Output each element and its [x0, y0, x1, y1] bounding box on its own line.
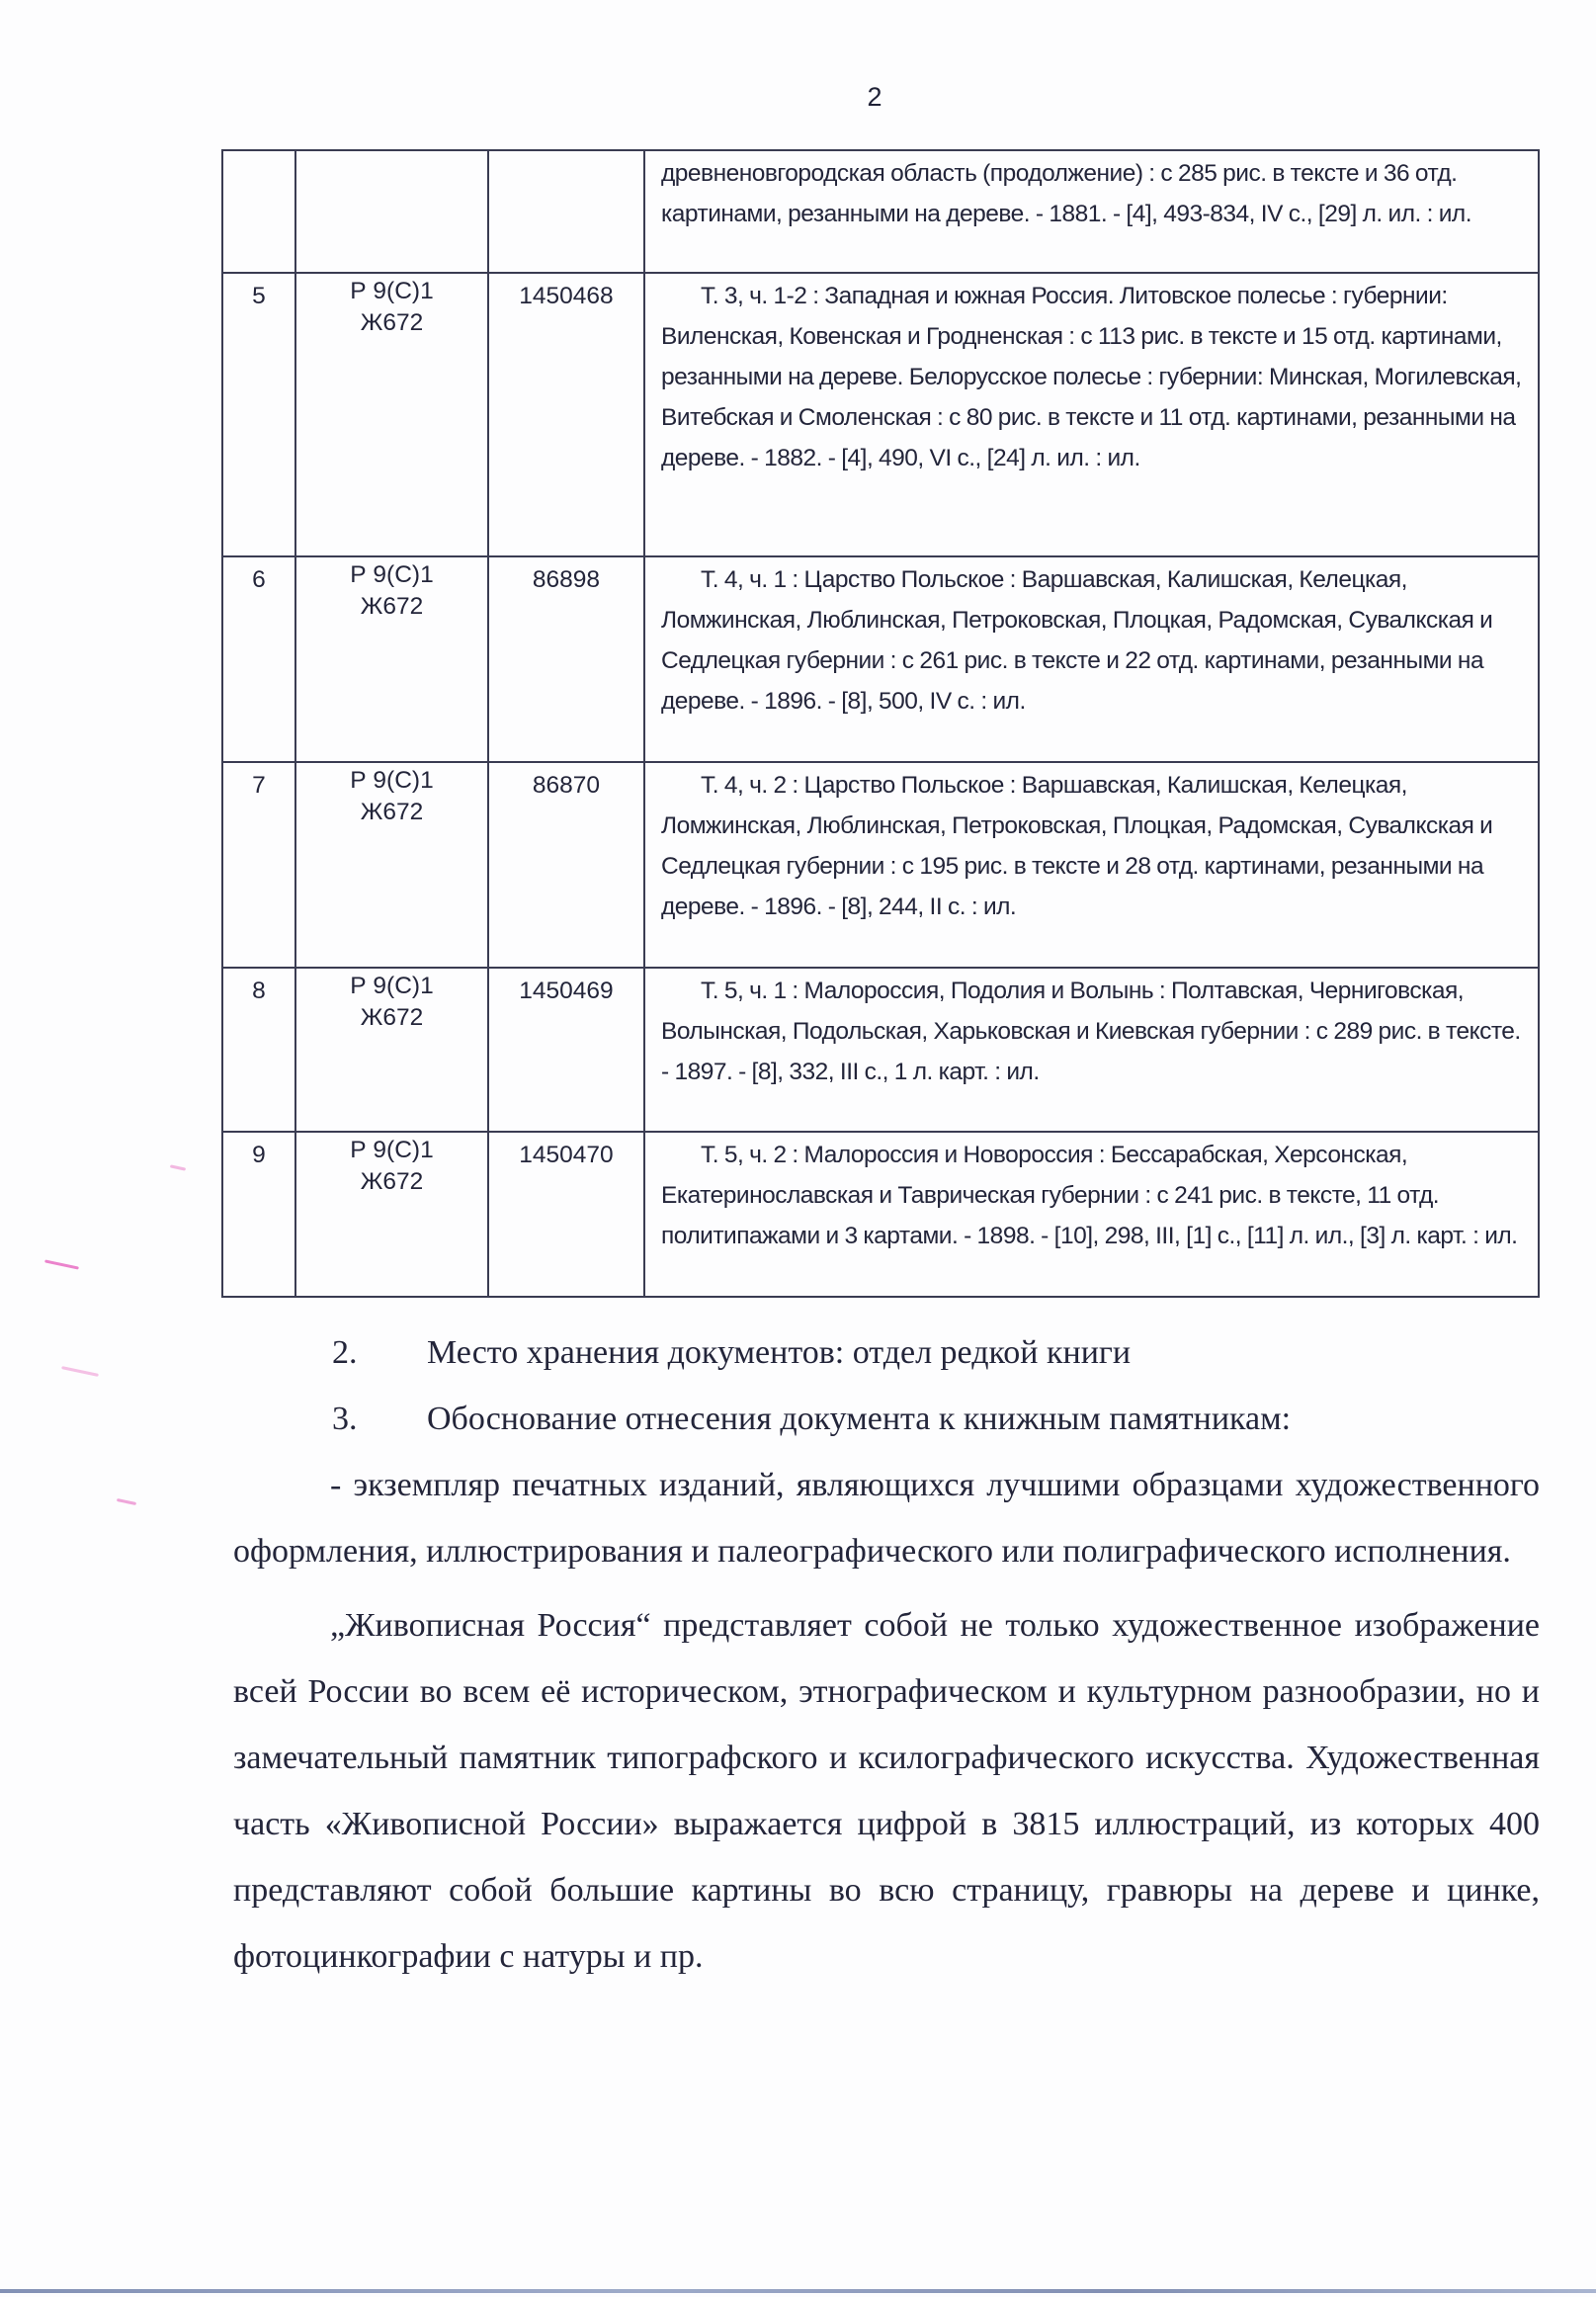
shelf-code-line1: Р 9(С)1 — [350, 1137, 434, 1163]
inventory-number-cell: 1450468 — [488, 273, 644, 556]
shelf-code-line2: Ж672 — [360, 799, 424, 825]
section-storage-location — [332, 1319, 1540, 1386]
catalog-table — [221, 149, 1540, 1298]
row-number-cell — [222, 150, 295, 273]
scan-speck-decoration — [117, 1498, 136, 1505]
table-row — [222, 556, 1539, 762]
scan-speck-decoration — [170, 1164, 186, 1170]
description-cell: Т. 3, ч. 1-2 : Западная и южная Россия. Литовское полесье : губернии: Виленская, Ковенская и Гродненская : с 113 рис. в тексте и 15 отд. картинами, резанными на дереве. Белорусское полесье : губернии: Минская, Могилевская, Витебская и Смоленская : с 80 рис. в тексте и 11 отд. картинами, резанными на дереве. - 1882. - [4], 490, VI с., [24] л. ил. : ил. — [644, 273, 1539, 556]
shelf-code-line1: Р 9(С)1 — [350, 561, 434, 588]
table-row — [222, 150, 1539, 273]
scan-edge-line — [0, 2289, 1596, 2293]
shelf-code-line2: Ж672 — [360, 1004, 424, 1031]
description-cell: Т. 4, ч. 1 : Царство Польское : Варшавская, Калишская, Келецкая, Ломжинская, Люблинская, Петроковская, Плоцкая, Радомская, Сувалкская и Седлецкая губернии : с 261 рис. в тексте и 22 отд. картинами, резанными на дереве. - 1896. - [8], 500, IV с. : ил. — [644, 556, 1539, 762]
table-row — [222, 1132, 1539, 1297]
shelf-code-line1: Р 9(С)1 — [350, 767, 434, 794]
inventory-number-cell: 86870 — [488, 762, 644, 968]
row-number-cell: 9 — [222, 1132, 295, 1297]
section-justification — [332, 1386, 1540, 1452]
shelf-code-cell — [295, 273, 488, 556]
shelf-code-cell — [295, 762, 488, 968]
shelf-code-line1: Р 9(С)1 — [350, 278, 434, 304]
description-cell: Т. 4, ч. 2 : Царство Польское : Варшавская, Калишская, Келецкая, Ломжинская, Люблинская, Петроковская, Плоцкая, Радомская, Сувалкская и Седлецкая губернии : с 195 рис. в тексте и 28 отд. картинами, резанными на дереве. - 1896. - [8], 244, II с. : ил. — [644, 762, 1539, 968]
table-row — [222, 273, 1539, 556]
shelf-code-cell — [295, 150, 488, 273]
table-row — [222, 968, 1539, 1132]
shelf-code-line2: Ж672 — [360, 593, 424, 620]
table-row — [222, 762, 1539, 968]
shelf-code-line1: Р 9(С)1 — [350, 973, 434, 999]
row-number-cell: 8 — [222, 968, 295, 1132]
description-cell: Т. 5, ч. 1 : Малороссия, Подолия и Волынь : Полтавская, Черниговская, Волынская, Подольская, Харьковская и Киевская губернии : с 289 рис. в тексте. - 1897. - [8], 332, III с., 1 л. карт. : ил. — [644, 968, 1539, 1132]
section-number: 2. — [332, 1334, 358, 1371]
shelf-code-cell — [295, 968, 488, 1132]
paragraph-criteria: - экземпляр печатных изданий, являющихся лучшими образцами художественного оформления, иллюстрирования и палеографического или полиграфического исполнения. — [233, 1467, 1540, 1570]
description-cell: древненовгородская область (продолжение) : с 285 рис. в тексте и 36 отд. картинами, резанными на дереве. - 1881. - [4], 493-834, IV с., [29] л. ил. : ил. — [644, 150, 1539, 273]
inventory-number-cell — [488, 150, 644, 273]
paragraph-description: „Живописная Россия“ представляет собой не только художественное изображение всей России во всем её историческом, этнографическом и культурном разнообразии, но и замечательный памятник типографского и ксилографического искусства. Художественная часть «Живописной России» выражается цифрой в 3815 иллюстраций, из которых 400 представляют собой большие картины во всю страницу, гравюры на дереве и цинке, фотоцинкографии с натуры и пр. — [233, 1607, 1540, 1975]
row-number-cell: 7 — [222, 762, 295, 968]
description-cell: Т. 5, ч. 2 : Малороссия и Новороссия : Бессарабская, Херсонская, Екатеринославская и Таврическая губернии : с 241 рис. в тексте, 11 отд. политипажами и 3 картами. - 1898. - [10], 298, III, [1] с., [11] л. ил., [3] л. карт. : ил. — [644, 1132, 1539, 1297]
shelf-code-line2: Ж672 — [360, 1168, 424, 1195]
scan-speck-decoration — [44, 1259, 79, 1269]
shelf-code-cell — [295, 1132, 488, 1297]
page-number: 2 — [867, 82, 882, 112]
row-number-cell: 6 — [222, 556, 295, 762]
inventory-number-cell: 1450469 — [488, 968, 644, 1132]
body-text — [233, 1319, 1540, 1990]
section-text: Обоснование отнесения документа к книжным памятникам: — [427, 1401, 1292, 1437]
section-text: Место хранения документов: отдел редкой книги — [427, 1334, 1132, 1371]
section-number: 3. — [332, 1401, 358, 1437]
row-number-cell: 5 — [222, 273, 295, 556]
inventory-number-cell: 86898 — [488, 556, 644, 762]
inventory-number-cell: 1450470 — [488, 1132, 644, 1297]
shelf-code-line2: Ж672 — [360, 309, 424, 336]
scan-speck-decoration — [61, 1366, 99, 1377]
shelf-code-cell — [295, 556, 488, 762]
